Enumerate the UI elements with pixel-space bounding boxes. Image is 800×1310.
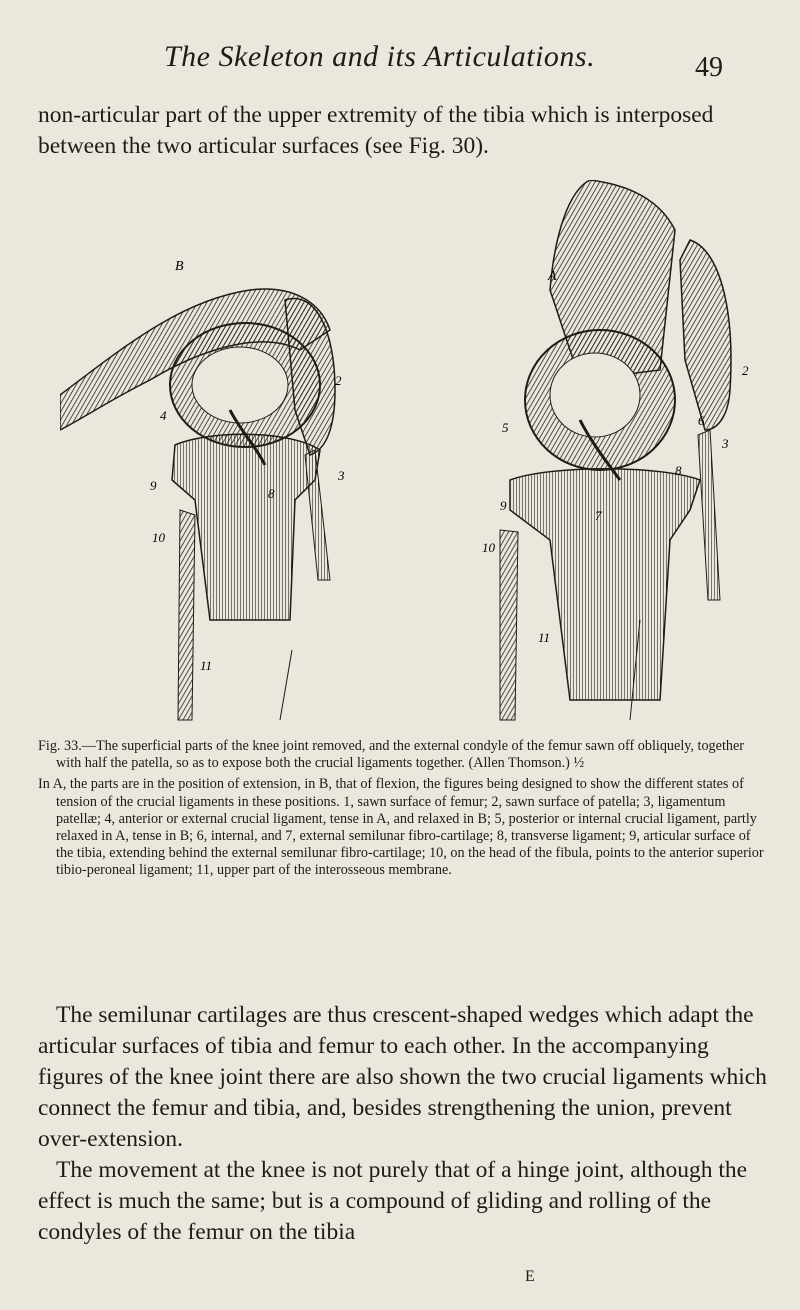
bottom-paragraphs	[38, 1000, 768, 1248]
b-num-8: 8	[268, 486, 275, 501]
b-num-10: 10	[152, 530, 165, 545]
b-num-9: 9	[150, 478, 157, 493]
figure-a-label: A	[548, 269, 557, 284]
caption-title: Fig. 33.—The superficial parts of the knee joint removed, and the external condyle of the femur sawn off obliquely, together with half the patella, so as to expose both the crucial ligaments together. (Allen Thomson.) ½	[38, 738, 745, 772]
a-num-9: 9	[500, 498, 507, 513]
knee-joint-figure	[60, 180, 760, 725]
b-num-2: 2	[335, 373, 342, 388]
a-num-5: 5	[502, 420, 509, 435]
caption-body: In A, the parts are in the position of extension, in B, that of flexion, the figures being designed to show the different states of tension of the crucial ligaments in these positions. 1, sawn surface of femur; 2, sawn surface of patella; 3, ligamentum patellæ; 4, anterior or external crucial ligament, tense in A, and relaxed in B; 5, posterior or internal crucial ligament, partly relaxed in A, tense in B; 6, internal, and 7, external semilunar fibro-cartilage; 8, transverse ligament; 9, articular surface of the tibia, extending behind the external semilunar fibro-cartilage; 10, on the head of the fibula, points to the anterior superior tibio-peroneal ligament; 11, upper part of the interosseous membrane.	[38, 776, 764, 879]
patella-a	[680, 240, 731, 430]
a-num-10: 10	[482, 540, 495, 555]
page-number: 49	[695, 52, 723, 83]
signature-mark: E	[525, 1268, 535, 1285]
interosseous-line-b	[280, 650, 292, 720]
running-title: The Skeleton and its Articulations.	[164, 40, 596, 73]
figure-caption	[38, 738, 768, 880]
a-num-11: 11	[538, 630, 551, 645]
b-num-4: 4	[160, 408, 167, 423]
b-num-11: 11	[200, 658, 213, 673]
b-num-3: 3	[338, 468, 345, 483]
fibula-b	[178, 510, 195, 720]
ligamentum-patellae-a	[698, 430, 720, 600]
bottom-paragraph-1: The semilunar cartilages are thus crescent-shaped wedges which adapt the articular surfaces of tibia and femur to each other. In the accompanying figures of the knee joint there are also shown the two crucial ligaments which connect the femur and tibia, and, besides strengthening the union, prevent over-extension.	[38, 1002, 767, 1152]
figure-a-extension	[482, 180, 749, 720]
knee-illustration	[60, 180, 760, 725]
sawn-surface-femur-a	[550, 353, 640, 437]
a-num-2: 2	[742, 363, 749, 378]
figure-b-label: B	[175, 259, 184, 274]
a-num-7: 7	[595, 508, 602, 523]
sawn-surface-femur-b	[192, 347, 288, 423]
figure-b-flexion	[60, 259, 345, 720]
a-num-3: 3	[722, 436, 729, 451]
top-paragraph-text: non-articular part of the upper extremity of the tibia which is interposed between the two articular surfaces (see Fig. 30).	[38, 102, 714, 159]
a-num-6: 6	[698, 413, 705, 428]
fibula-a	[500, 530, 518, 720]
top-paragraph	[38, 100, 768, 162]
bottom-paragraph-2: The movement at the knee is not purely that of a hinge joint, although the effect is much the same; but is a compound of gliding and rolling of the condyles of the femur on the tibia	[38, 1157, 748, 1245]
tibia-a	[510, 469, 700, 700]
a-num-8: 8	[675, 463, 682, 478]
